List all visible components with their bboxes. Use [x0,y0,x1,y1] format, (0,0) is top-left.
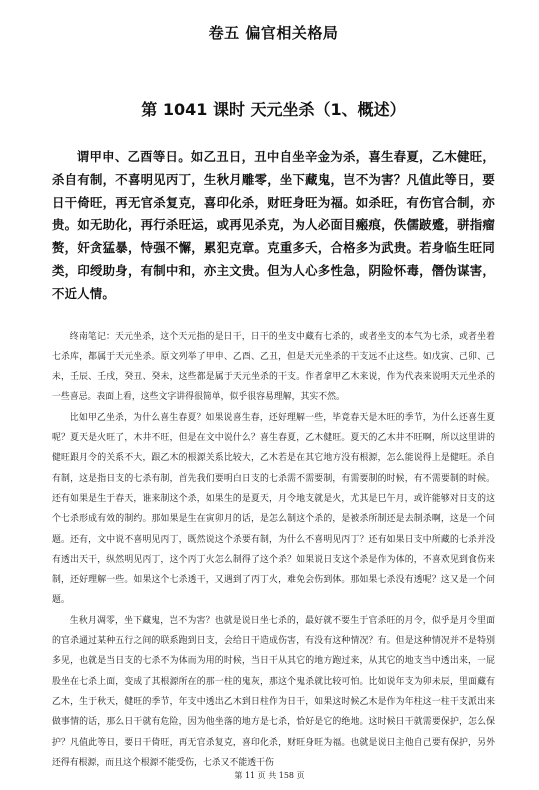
classic-text-paragraph: 谓甲申、乙酉等日。如乙丑日，丑中自坐辛金为杀，喜生春夏，乙木健旺，杀自有制，不喜明见丙丁，生秋月雕零，坐下藏鬼，岂不为害？凡值此等日，要日干倚旺，再无官杀复克，喜印化杀，财旺身旺为福。如杀旺，有伤官合制，亦贵。如无助化，再行杀旺运，或再见杀克，为人必面目瘢痕，佚儒跛蹙，骈指瘤赘，奸贪猛暴，恃强不懈，累犯克章。克重多夭，合格多为武贵。若身临生旺同类，印绶助身，有制中和，亦主文贵。但为人心多性急，阴险怀毒，僭伪谋害，不近人情。 [52,149,495,301]
note-paragraph-2: 比如甲乙坐杀，为什么喜生春夏？如果说喜生春，还好理解一些，毕竟春天是木旺的季节，为什么还喜生夏呢？夏天是火旺了，木井不旺，但是在文中说什么？喜生春夏，乙木健旺。夏天的乙木井不旺啊，所以这里讲的健旺跟月令的关系不大，跟乙木的根源关系比较大，乙木若是在其它地方没有根源，怎么能说得上是健旺。杀自有制，这是指日支的七杀有制，首先我们要明白日支的七杀需不需要制，有需要制的时候，有不需要制的时候。还有如果是生于春天，谁来制这个杀，如果生的是夏天，月令地支就是火，尤其是巳午月，或许能够对日支的这个七杀形成有效的制约。那如果是生在寅卯月的话，是怎么制这个杀的，是被杀所制还是去制杀啊，这是一个问题。还有，文中说不喜明见丙丁，既然说这个杀要有制，为什么不喜明见丙丁？还有如果日支中所藏的七杀并没有透出天干，纵然明见丙丁，这个丙丁火怎么制得了这个杀？如果说日支这个杀是作为体的，不喜欢见到食伤来制，还好理解一些。如果这个七杀透干，又遇到了丙丁火，难免会伤到体。那如果七杀没有透呢？这又是一个问题。 [52,412,495,606]
chapter-title: 卷五 偏官相关格局 [208,24,339,42]
note-paragraph-1: 终南笔记：天元坐杀，这个天元指的是日干，日干的坐支中藏有七杀的，或者坐支的本气为七杀，或者坐着七杀库，都属于天元坐杀。原文列举了甲申、乙酉、乙丑，但是天元坐杀的干支远不止这些。如戊寅、己卯、己未，壬辰、壬戌，癸丑、癸未，这些都是属于天元坐杀的干支。作者拿甲乙木来说，作为代表来说明天元坐杀的一些喜忌。表面上看，这些文字讲得很简单，似乎很容易理解，其实不然。 [52,331,495,403]
lesson-title: 第 1041 课时 天元坐杀（1、概述） [141,100,406,119]
note-paragraph-3: 生秋月凋零，坐下藏鬼，岂不为害？也就是说日坐七杀的，最好就不要生于官杀旺的月令，似乎是月令里面的官杀通过某种五行之间的联系跑到日支，会给日干造成伤害，有没有这种情况？有。但是这种情况并不是特别多见，也就是当日支的七杀不为体而为用的时候，当日干从其它的地方跑过来，从其它的地支当中透出来，一屁股坐在七杀上面，变成了其根源所在的那一柱的鬼灰，那这个鬼杀就比较可怕。比如说年支为卯未辰，里面藏有乙木，生于秋天，健旺的季节，年支中透出乙木到日柱作为日干，如果这时候乙木是作为年柱这一柱干支派出来做事情的话，那么日干就有危险，因为他坐落的地方是七杀，恰好是它的绝地。这时候日干就需要保护，怎么保护？凡值此等日，要日干倚旺，再无官杀复克，喜印化杀，财旺身旺为福。也就是说日主他自己要有保护，另外还得有根源，而且这个根源不能受伤，七杀又不能透干伤 [52,615,495,768]
page-footer: 第 11 页 共 158 页 [234,771,305,780]
commentary-notes [52,327,495,774]
